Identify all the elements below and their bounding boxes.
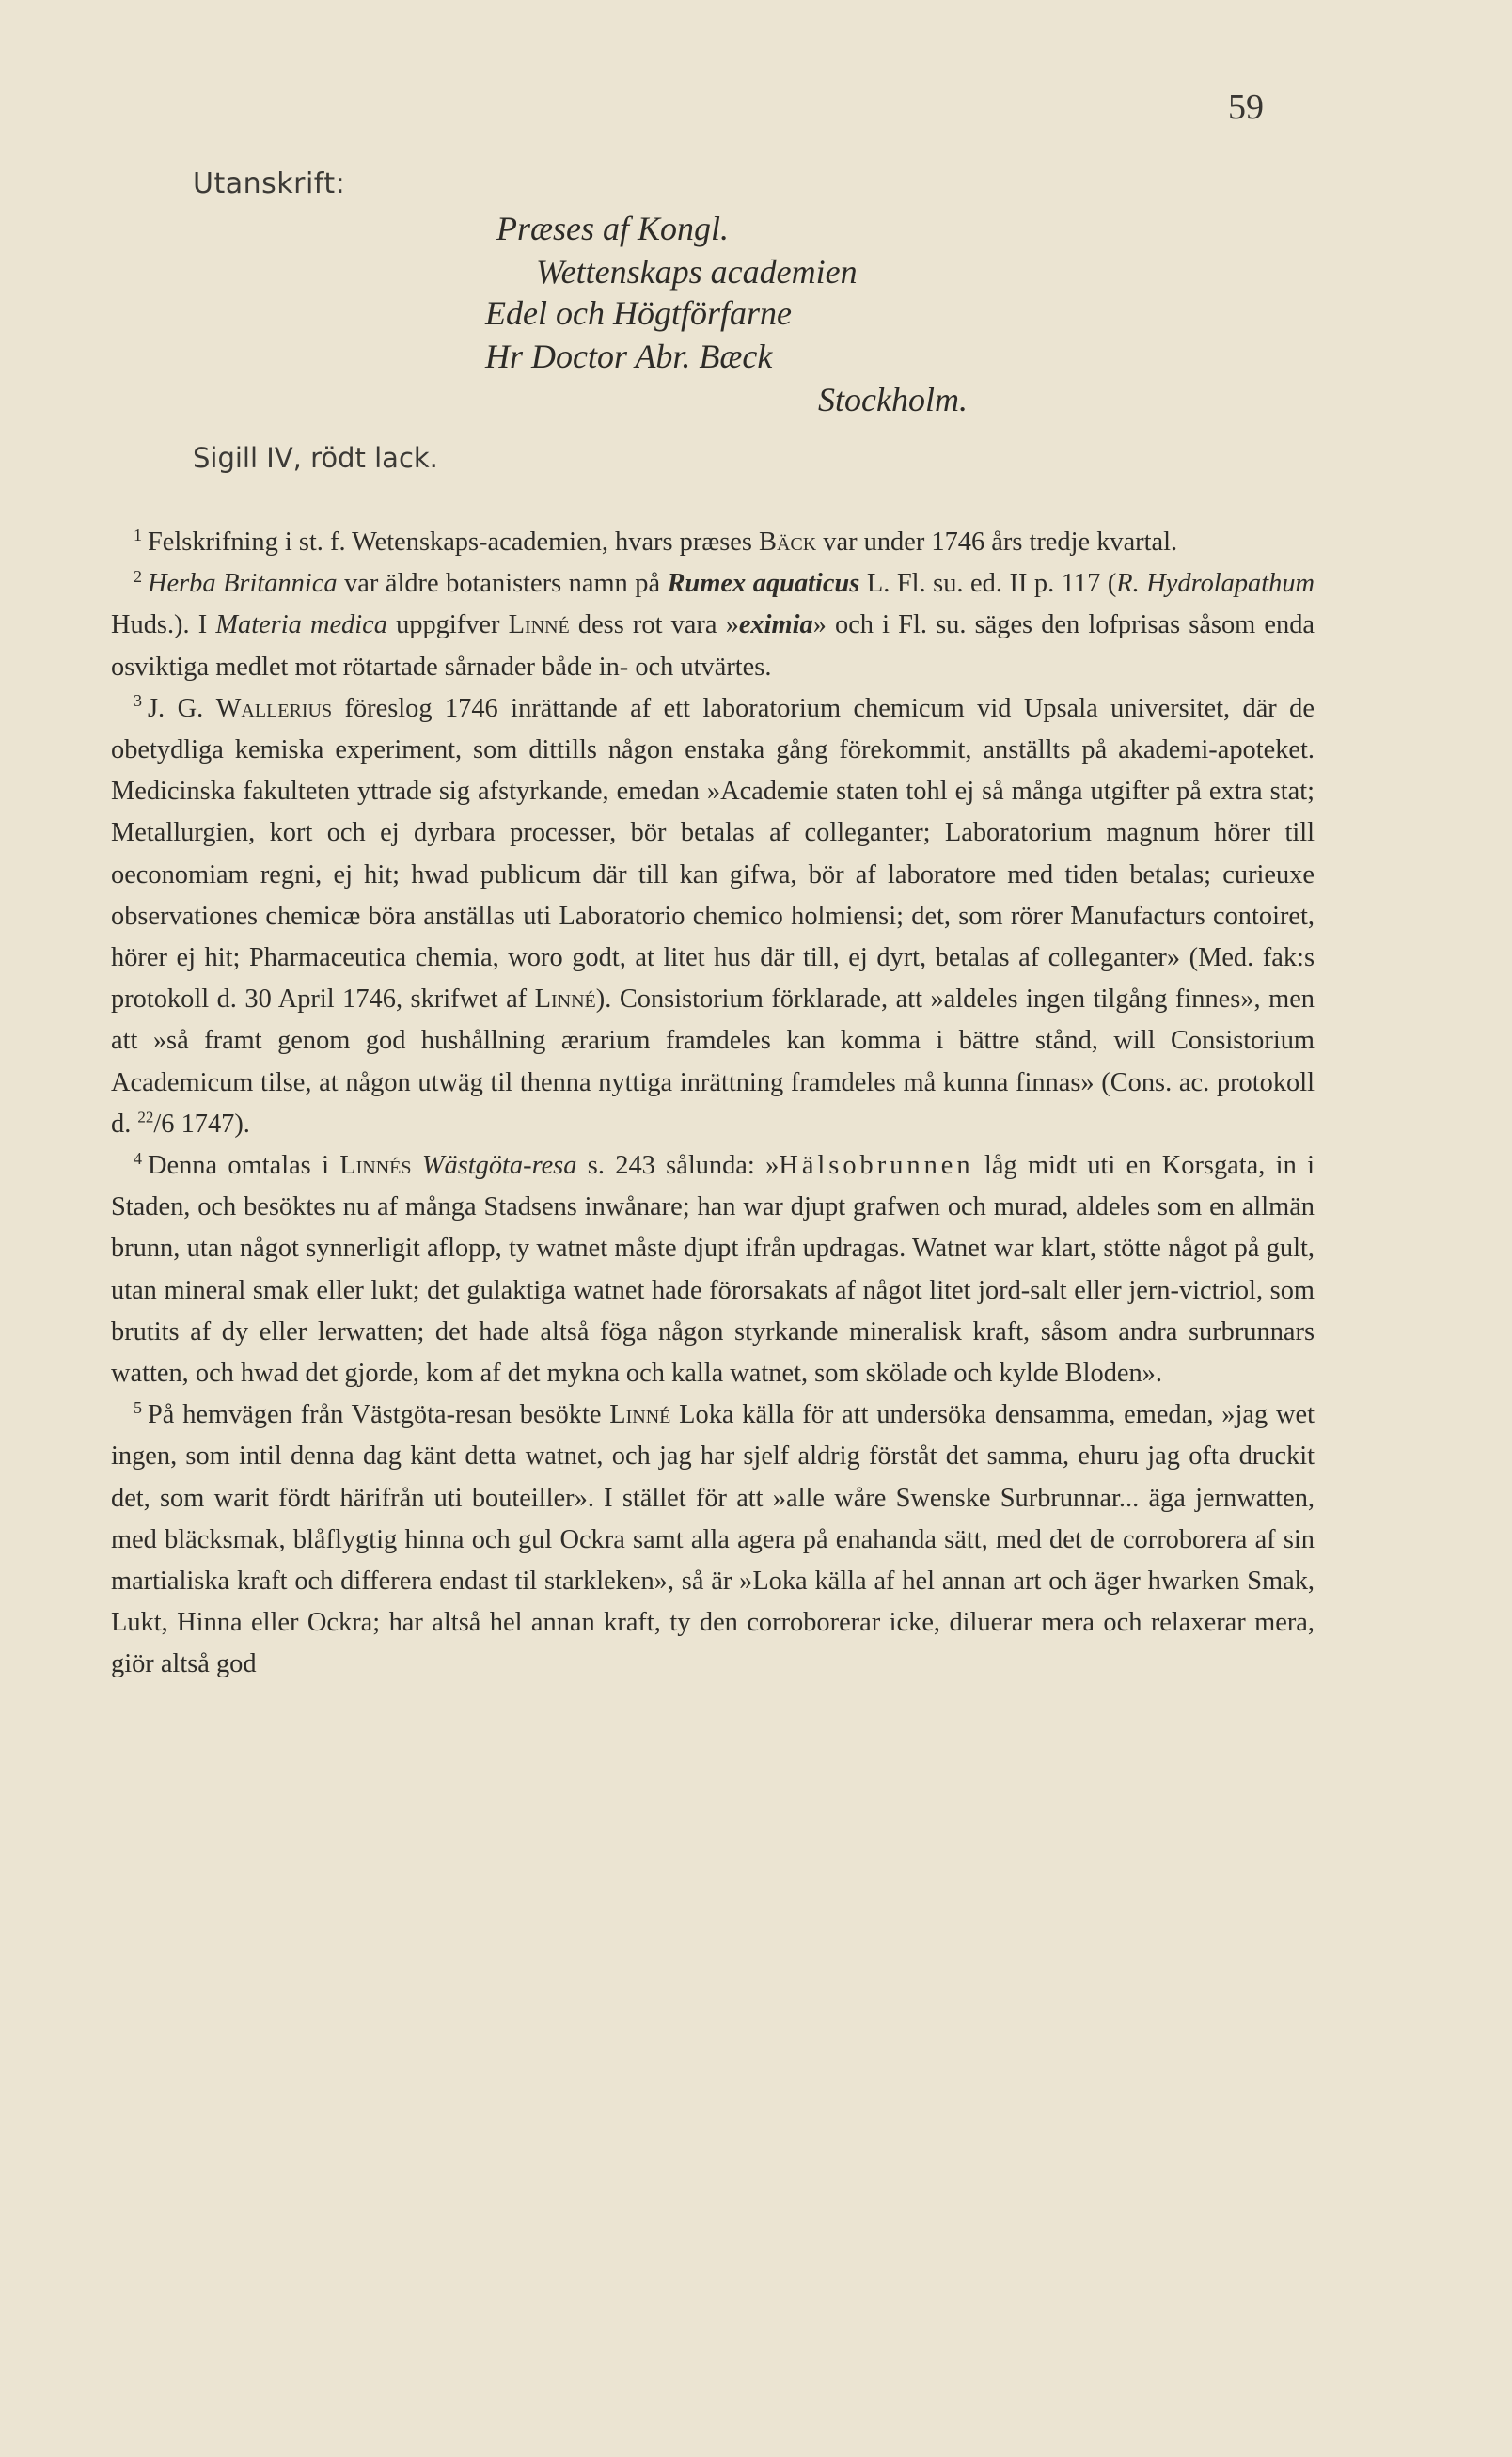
- footnote-text: dess rot vara »: [569, 610, 739, 640]
- footnote-text: var äldre botanisters namn på: [337, 569, 668, 599]
- footnote-text: Loka källa för att undersöka densamma, emedan, »jag wet ingen, som intil denna dag känt detta watnet, och jag har sjelf aldrig förståt det samma, ehuru jag ofta druckit det, som warit fördt härifrån uti bouteiller». I stället för att »alle wåre Swenske Surbrunnar... äga jernwatten, med bläcksmak, blåflygtig hinna och gul Ockra samt alla agera på enahanda sätt, med det de corroborera af sin martialiska kraft och differera endast til starkleken», så är »Loka källa af hel annan art och äger hwarken Smak, Lukt, Hinna eller Ockra; har altså hel annan kraft, ty den corroborerar icke, diluerar mera och relaxerar mera, giör altså god: [111, 1400, 1315, 1679]
- footnote-text: Huds.). I: [111, 610, 216, 640]
- footnote-text: Herba Britannica: [148, 569, 338, 599]
- footnote-text: J. G.: [148, 693, 216, 723]
- footnote-number: 3: [134, 691, 142, 711]
- footnote-text: Felskrifning i st. f. Wetenskaps-academien, hvars præses: [148, 528, 760, 557]
- seal-note: Sigill IV, rödt lack.: [193, 442, 438, 474]
- footnote-text: Materia medica: [215, 610, 387, 640]
- footnote-text: s. 243 sålunda: »: [576, 1151, 780, 1181]
- footnote-text: föreslog 1746 inrättande af ett laboratorium chemicum vid Upsala universitet, där de obetydliga kemiska experiment, som dittills någon enstaka gång förekommit, anställts på akademi-apoteket. Medicinska fakulteten yttrade sig afstyrkande, emedan »Academie staten tohl ej så många utgifter på extra stat; Metallurgien, kort och ej dyrbara processer, bör betalas af colleganter; Laboratorium magnum hörer till oeconomiam regni, ej hit; hwad publicum där till kan gifwa, bör af laboratore med tiden betalas; curieuxe observationes chemicæ böra anställas uti Laboratorio chemico holmiensi; det, som rörer Manufacturs contoiret, hörer ej hit; Pharmaceutica chemia, woro godt, at litet hus där till, ej dyrt, betalas af colleganter» (Med. fak:s protokoll d. 30 April 1746, skrifwet af: [111, 693, 1315, 1015]
- footnote: [111, 1145, 1315, 1394]
- footnote-text: ). Consistorium förklarade, att »aldeles ingen tilgång finnes», men att »så framt genom god hushållning ærarium framdeles kan komma i bättre stånd, will Consistorium Academicum tilse, at någon utwäg til thenna nyttiga inrättning framdeles må kunna finnas» (Cons. ac. protokoll d.: [111, 984, 1315, 1139]
- footnote-text: [412, 1151, 422, 1180]
- footnote-text: L. Fl. su. ed. II p. 117 (: [859, 569, 1117, 599]
- footnote-text: uppgifver: [386, 610, 509, 640]
- footnote-text: 22: [137, 1108, 154, 1126]
- footnote-number: 2: [134, 566, 142, 586]
- address-line: Wettenskaps academien: [536, 253, 858, 291]
- footnote: [111, 563, 1315, 688]
- footnote-text: Linné: [609, 1400, 671, 1430]
- address-label: Utanskrift:: [193, 167, 346, 200]
- footnotes-section: [111, 522, 1315, 1686]
- address-line: Edel och Högtförfarne: [485, 294, 792, 332]
- footnote-text: låg midt uti en Korsgata, in i Staden, och besöktes nu af många Stadsens inwånare; han war djupt grafwen och murad, aldeles som en allmän brunn, utan något synnerligit aflopp, ty watnet måste djupt ifrån updragas. Watnet war klart, stötte något på gult, utan mineral smak eller lukt; det gulaktiga watnet hade förorsakats af något litet jord-salt eller jern-victriol, som brutits af dy eller lerwatten; det hade altså föga någon styrkande mineralisk kraft, såsom andra surbrunnars watten, och hwad det gjorde, kom af det mykna och kalla watnet, som skölade och kylde Bloden».: [111, 1151, 1315, 1389]
- footnote-text: På hemvägen från Västgöta-resan besökte: [148, 1400, 610, 1430]
- footnote-text: /6 1747).: [153, 1109, 250, 1139]
- footnote-text: » och i Fl. su. säges den lofprisas såsom enda osviktiga medlet mot rötartade sårnader både in- och utvärtes.: [111, 610, 1315, 682]
- footnote-text: Wallerius: [215, 693, 333, 723]
- footnote-text: Denna omtalas i: [148, 1151, 340, 1181]
- footnote: [111, 1394, 1315, 1685]
- footnote: [111, 688, 1315, 1145]
- page-number: 59: [1228, 87, 1264, 127]
- footnote-text: Linné: [534, 984, 596, 1015]
- address-line: Stockholm.: [818, 381, 968, 418]
- footnote-text: Hälsobrunnen: [779, 1151, 974, 1181]
- footnote-number: 5: [134, 1397, 142, 1417]
- footnote-number: 1: [134, 525, 142, 544]
- footnote-text: Linnés: [339, 1151, 412, 1181]
- footnote-text: Linné: [508, 610, 570, 640]
- address-line: Præses af Kongl.: [496, 210, 730, 247]
- footnote: [111, 522, 1315, 563]
- footnote-text: Bäck: [759, 528, 817, 557]
- footnote-text: Rumex aquaticus: [667, 569, 860, 599]
- address-line: Hr Doctor Abr. Bæck: [485, 338, 773, 375]
- footnote-text: eximia: [738, 610, 813, 640]
- footnote-text: var under 1746 års tredje kvartal.: [816, 528, 1178, 557]
- footnote-number: 4: [134, 1148, 142, 1168]
- footnote-text: R. Hydrolapathum: [1116, 569, 1315, 599]
- footnote-text: Wästgöta-resa: [421, 1151, 577, 1181]
